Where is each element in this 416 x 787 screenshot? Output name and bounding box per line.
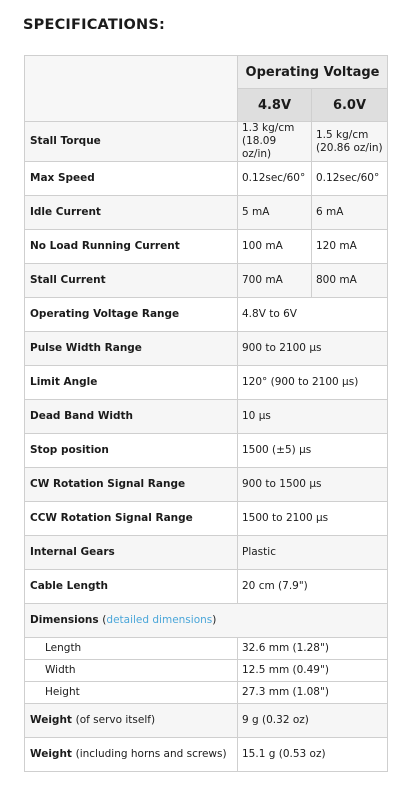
cell-value: 15.1 g (0.53 oz) — [238, 738, 388, 772]
row-label: Length — [25, 638, 238, 660]
cell-value: 0.12sec/60° — [238, 162, 312, 196]
row-label: No Load Running Current — [25, 230, 238, 264]
dimensions-close-paren: ) — [212, 614, 217, 626]
table-row — [25, 604, 388, 638]
cell-value: 4.8V to 6V — [238, 298, 388, 332]
table-row — [25, 704, 388, 738]
row-label: Width — [25, 660, 238, 682]
row-label: Max Speed — [25, 162, 238, 196]
dimensions-row-label — [25, 604, 388, 638]
table-row — [25, 502, 388, 536]
page-title: SPECIFICATIONS: — [23, 17, 166, 33]
table-row — [25, 434, 388, 468]
header-blank-cell — [25, 56, 238, 122]
weight-label: Weight — [30, 714, 72, 726]
cell-value: 900 to 1500 μs — [238, 468, 388, 502]
cell-value: 100 mA — [238, 230, 312, 264]
row-label: CCW Rotation Signal Range — [25, 502, 238, 536]
weight-note: (including horns and screws) — [75, 748, 227, 760]
table-row — [25, 332, 388, 366]
table-row — [25, 570, 388, 604]
row-label: Stall Torque — [25, 122, 238, 162]
table-row — [25, 366, 388, 400]
row-label: Stall Current — [25, 264, 238, 298]
table-row — [25, 400, 388, 434]
table-row — [25, 682, 388, 704]
cell-value: 120° (900 to 2100 μs) — [238, 366, 388, 400]
cell-value: 12.5 mm (0.49") — [238, 660, 388, 682]
table-row — [25, 122, 388, 162]
cell-value: 27.3 mm (1.08") — [238, 682, 388, 704]
cell-value: 900 to 2100 μs — [238, 332, 388, 366]
cell-value: 5 mA — [238, 196, 312, 230]
cell-value: 120 mA — [312, 230, 388, 264]
weight-row-label — [25, 704, 238, 738]
row-label: Stop position — [25, 434, 238, 468]
table-row — [25, 230, 388, 264]
table-row — [25, 264, 388, 298]
cell-value: 1.5 kg/cm (20.86 oz/in) — [312, 122, 388, 162]
table-row — [25, 196, 388, 230]
cell-value: 700 mA — [238, 264, 312, 298]
table-row — [25, 468, 388, 502]
table-row — [25, 638, 388, 660]
row-label: Limit Angle — [25, 366, 238, 400]
row-label: CW Rotation Signal Range — [25, 468, 238, 502]
row-label: Idle Current — [25, 196, 238, 230]
header-voltage-6-0: 6.0V — [312, 89, 388, 122]
table-row — [25, 536, 388, 570]
row-label: Height — [25, 682, 238, 704]
row-label: Cable Length — [25, 570, 238, 604]
cell-value: 1.3 kg/cm (18.09 oz/in) — [238, 122, 312, 162]
cell-value: 20 cm (7.9") — [238, 570, 388, 604]
table-row — [25, 162, 388, 196]
cell-value: 800 mA — [312, 264, 388, 298]
weight-label: Weight — [30, 748, 72, 760]
detailed-dimensions-link[interactable]: detailed dimensions — [106, 614, 213, 626]
dimensions-open-paren: ( — [102, 614, 107, 626]
weight-horns-row-label — [25, 738, 238, 772]
cell-value: 32.6 mm (1.28") — [238, 638, 388, 660]
cell-value: 1500 (±5) μs — [238, 434, 388, 468]
cell-value: 6 mA — [312, 196, 388, 230]
row-label: Pulse Width Range — [25, 332, 238, 366]
cell-value: 10 μs — [238, 400, 388, 434]
table-row — [25, 738, 388, 772]
table-row — [25, 660, 388, 682]
header-operating-voltage: Operating Voltage — [238, 56, 388, 89]
cell-value: 9 g (0.32 oz) — [238, 704, 388, 738]
row-label: Dead Band Width — [25, 400, 238, 434]
cell-value: Plastic — [238, 536, 388, 570]
table-row — [25, 298, 388, 332]
cell-value: 1500 to 2100 μs — [238, 502, 388, 536]
spec-table — [24, 55, 388, 772]
cell-value: 0.12sec/60° — [312, 162, 388, 196]
dimensions-label: Dimensions — [30, 614, 99, 626]
weight-note: (of servo itself) — [75, 714, 156, 726]
row-label: Operating Voltage Range — [25, 298, 238, 332]
header-voltage-4-8: 4.8V — [238, 89, 312, 122]
row-label: Internal Gears — [25, 536, 238, 570]
